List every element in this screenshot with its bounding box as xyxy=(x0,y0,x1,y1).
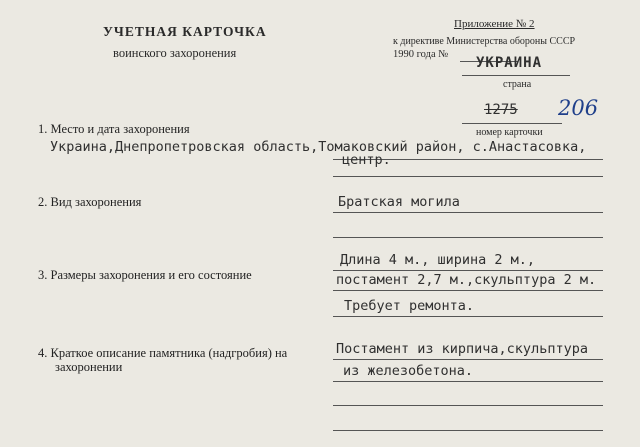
country-label: страна xyxy=(503,79,532,90)
item-3-line-3: Требует ремонта. xyxy=(344,298,475,314)
card-number-struck: 1275 xyxy=(484,102,518,118)
item-2-label: 2. Вид захоронения xyxy=(38,195,142,209)
item-2-line-1: Братская могила xyxy=(338,194,460,210)
card-number-handwritten: 206 xyxy=(558,96,599,120)
item-1-line-2: центр. xyxy=(342,152,391,168)
item-1-label: 1. Место и дата захоронения xyxy=(38,122,190,136)
appendix-label: Приложение № 2 xyxy=(454,18,535,30)
card-subtitle: воинского захоронения xyxy=(113,46,237,60)
country-value: УКРАИНА xyxy=(476,55,543,71)
country-line xyxy=(462,75,570,76)
item-1-rule-2 xyxy=(333,176,603,177)
item-1-line-1: Украина,Днепропетровская область,Томаковский район, с.Анастасовка, xyxy=(50,139,587,155)
item-3-rule-1 xyxy=(333,270,603,271)
item-4-line-2: из железобетона. xyxy=(343,363,474,379)
item-4-label-line-2: захоронении xyxy=(55,360,123,374)
item-3-line-1: Длина 4 м., ширина 2 м., xyxy=(340,252,536,268)
card-number-line xyxy=(462,123,562,124)
item-3-rule-2 xyxy=(333,290,603,291)
item-4-rule-3 xyxy=(333,405,603,406)
item-3-rule-3 xyxy=(333,316,603,317)
directive-year: 1990 года № xyxy=(393,49,449,60)
card-number-label: номер карточки xyxy=(476,127,543,138)
item-2-rule-1 xyxy=(333,212,603,213)
item-2-rule-2 xyxy=(333,237,603,238)
item-4-rule-2 xyxy=(333,381,603,382)
card-title: УЧЕТНАЯ КАРТОЧКА xyxy=(103,24,267,39)
item-4-rule-1 xyxy=(333,359,603,360)
item-4-line-1: Постамент из кирпича,скульптура xyxy=(336,341,588,357)
directive-text: к директиве Министерства обороны СССР xyxy=(393,36,576,47)
item-4-rule-4 xyxy=(333,430,603,431)
item-3-line-2: постамент 2,7 м.,скульптура 2 м. xyxy=(336,272,597,288)
item-3-label: 3. Размеры захоронения и его состояние xyxy=(38,268,252,282)
item-4-label-line-1: 4. Краткое описание памятника (надгробия) на xyxy=(38,346,288,360)
